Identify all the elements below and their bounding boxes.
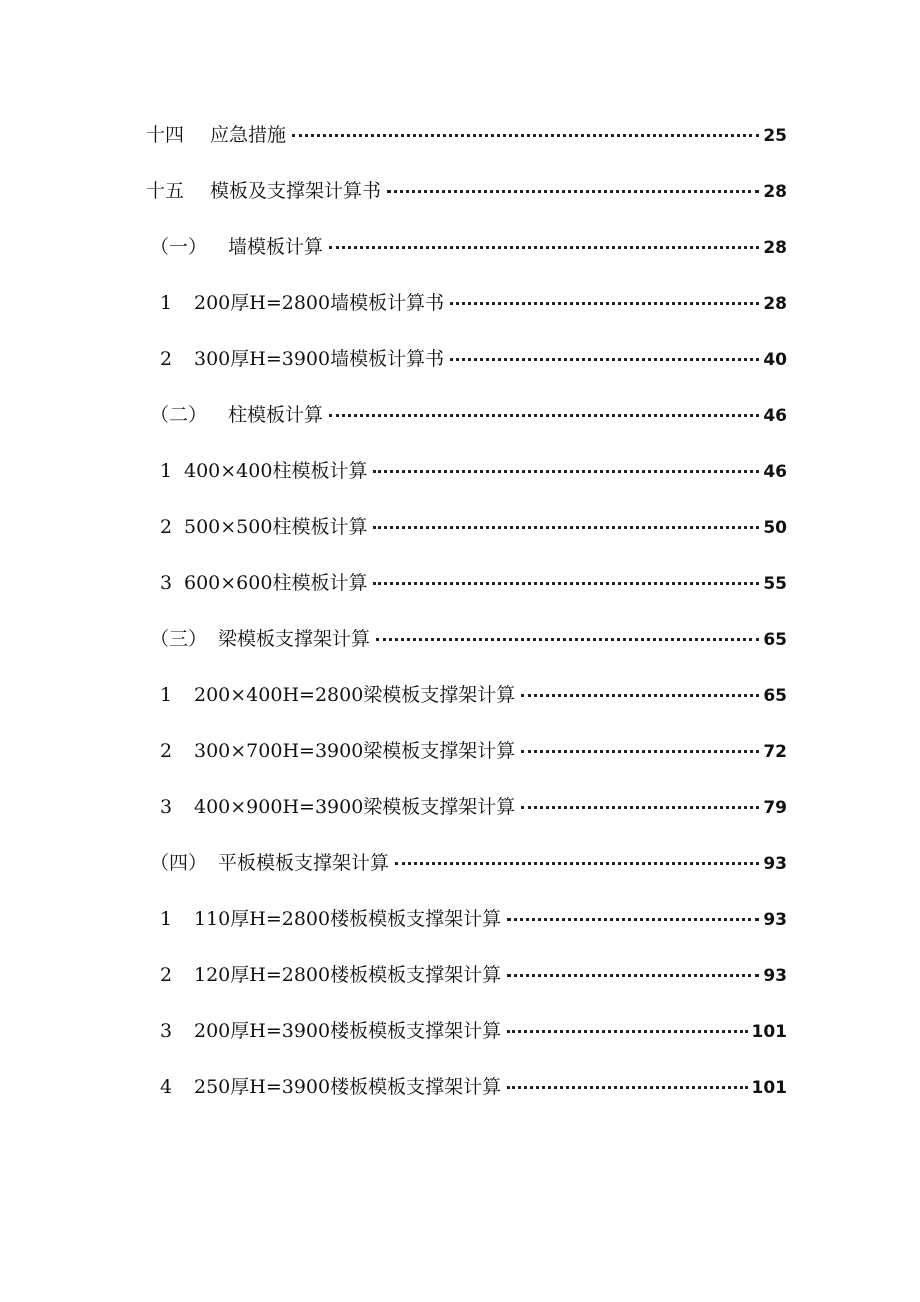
toc-entry-number: 4 — [160, 1076, 173, 1098]
toc-entry-title: 模板及支撑架计算书 — [210, 180, 382, 202]
toc-entry-page: 55 — [763, 574, 787, 594]
toc-entry-page: 72 — [763, 742, 787, 762]
toc-entry-page: 93 — [763, 854, 787, 874]
toc-row — [0, 278, 920, 334]
toc-entry-title: 200厚H=2800墙模板计算书 — [194, 292, 445, 314]
toc-entry-number: 2 — [160, 516, 173, 538]
toc-entry-page: 101 — [751, 1022, 787, 1042]
dot-leader — [450, 302, 759, 305]
toc-entry-page: 28 — [763, 294, 787, 314]
toc-row — [0, 782, 920, 838]
toc-entry-page: 65 — [763, 686, 787, 706]
dot-leader — [395, 862, 759, 865]
toc-row — [0, 950, 920, 1006]
toc-row — [0, 558, 920, 614]
toc-entry-number: 1 — [160, 292, 173, 314]
toc-entry-page: 46 — [763, 462, 787, 482]
toc-entry-item[interactable] — [160, 906, 787, 933]
toc-entry-number: 1 — [160, 684, 173, 706]
dot-leader — [507, 974, 759, 977]
toc-entry-section-4[interactable] — [150, 850, 787, 877]
toc-entry-title: 500×500柱模板计算 — [184, 516, 368, 538]
toc-entry-number: （一） — [150, 236, 208, 258]
toc-entry-section-3[interactable] — [150, 626, 787, 653]
toc-row — [0, 1006, 920, 1062]
toc-entry-page: 28 — [763, 182, 787, 202]
toc-entry-title: 柱模板计算 — [228, 404, 324, 426]
toc-row — [0, 502, 920, 558]
toc-row — [0, 166, 920, 222]
toc-entry-title: 墙模板计算 — [228, 236, 324, 258]
toc-entry-number: （四） — [150, 852, 208, 874]
dot-leader — [521, 806, 759, 809]
toc-entry-title: 平板模板支撑架计算 — [218, 852, 390, 874]
toc-row — [0, 222, 920, 278]
toc-entry-page: 101 — [751, 1078, 787, 1098]
toc-row — [0, 670, 920, 726]
toc-entry-title: 120厚H=2800楼板模板支撑架计算 — [194, 964, 502, 986]
toc-entry-title: 200×400H=2800梁模板支撑架计算 — [194, 684, 516, 706]
toc-entry-title: 应急措施 — [210, 124, 287, 146]
toc-row — [0, 334, 920, 390]
dot-leader — [376, 638, 759, 641]
toc-entry-page: 25 — [763, 126, 787, 146]
toc-row — [0, 614, 920, 670]
toc-row — [0, 726, 920, 782]
toc-entry-number: 十四 — [146, 124, 185, 146]
toc-entry-number: 3 — [160, 796, 173, 818]
toc-entry-item[interactable] — [160, 1074, 787, 1101]
dot-leader — [507, 918, 759, 921]
dot-leader — [329, 246, 759, 249]
toc-entry-number: 2 — [160, 740, 173, 762]
dot-leader — [387, 190, 759, 193]
toc-entry-number: 2 — [160, 964, 173, 986]
toc-entry-page: 40 — [763, 350, 787, 370]
toc-entry-title: 300厚H=3900墙模板计算书 — [194, 348, 445, 370]
toc-entry-title: 400×900H=3900梁模板支撑架计算 — [194, 796, 516, 818]
toc-entry-page: 79 — [763, 798, 787, 818]
dot-leader — [292, 134, 759, 137]
dot-leader — [450, 358, 759, 361]
toc-entry-number: 十五 — [146, 180, 185, 202]
toc-row — [0, 1062, 920, 1118]
toc-entry-item[interactable] — [160, 794, 787, 821]
toc-entry-title: 400×400柱模板计算 — [184, 460, 368, 482]
toc-entry-item[interactable] — [160, 346, 787, 373]
dot-leader — [373, 470, 759, 473]
toc-entry-title: 200厚H=3900楼板模板支撑架计算 — [194, 1020, 502, 1042]
toc-entry-page: 65 — [763, 630, 787, 650]
toc-entry-item[interactable] — [160, 570, 787, 597]
toc-entry-title: 梁模板支撑架计算 — [218, 628, 371, 650]
toc-entry-item[interactable] — [160, 514, 787, 541]
toc-entry-number: 3 — [160, 1020, 173, 1042]
toc-entry-title: 110厚H=2800楼板模板支撑架计算 — [194, 908, 502, 930]
toc-entry-title: 250厚H=3900楼板模板支撑架计算 — [194, 1076, 502, 1098]
toc-entry-title: 300×700H=3900梁模板支撑架计算 — [194, 740, 516, 762]
toc-row — [0, 894, 920, 950]
toc-entry-page: 93 — [763, 966, 787, 986]
toc-entry-number: 1 — [160, 460, 173, 482]
toc-entry-page: 46 — [763, 406, 787, 426]
toc-entry-chapter-14[interactable] — [146, 122, 787, 149]
toc-entry-item[interactable] — [160, 962, 787, 989]
toc-entry-number: （二） — [150, 404, 208, 426]
dot-leader — [521, 750, 759, 753]
toc-entry-number: 2 — [160, 348, 173, 370]
toc-entry-item[interactable] — [160, 682, 787, 709]
toc-entry-item[interactable] — [160, 738, 787, 765]
dot-leader — [507, 1030, 747, 1033]
dot-leader — [521, 694, 759, 697]
toc-entry-page: 28 — [763, 238, 787, 258]
toc-row — [0, 838, 920, 894]
toc-entry-item[interactable] — [160, 290, 787, 317]
toc-entry-page: 50 — [763, 518, 787, 538]
toc-entry-item[interactable] — [160, 458, 787, 485]
dot-leader — [373, 526, 759, 529]
toc-entry-number: （三） — [150, 628, 208, 650]
toc-entry-chapter-15[interactable] — [146, 178, 787, 205]
dot-leader — [329, 414, 759, 417]
toc-entry-section-1[interactable] — [150, 234, 787, 261]
toc-entry-title: 600×600柱模板计算 — [184, 572, 368, 594]
toc-row — [0, 390, 920, 446]
toc-entry-number: 3 — [160, 572, 173, 594]
toc-row — [0, 446, 920, 502]
toc-entry-page: 93 — [763, 910, 787, 930]
dot-leader — [507, 1086, 747, 1089]
table-of-contents — [0, 110, 920, 1118]
toc-entry-section-2[interactable] — [150, 402, 787, 429]
toc-entry-item[interactable] — [160, 1018, 787, 1045]
toc-row — [0, 110, 920, 166]
dot-leader — [373, 582, 759, 585]
toc-entry-number: 1 — [160, 908, 173, 930]
